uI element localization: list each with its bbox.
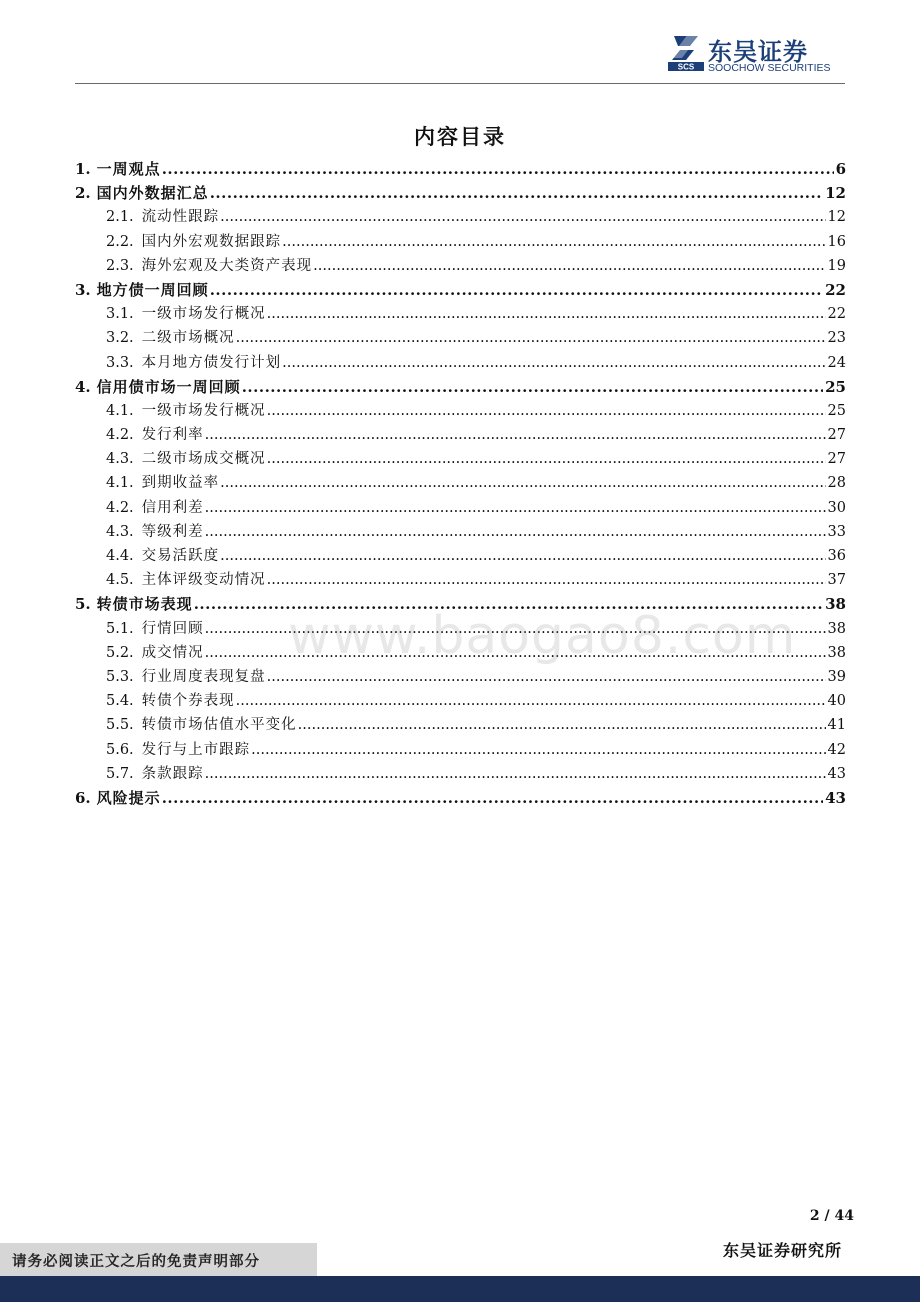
toc-entry[interactable] [75,786,846,810]
toc-entry-page: 38 [827,644,846,661]
toc-entry-page: 39 [827,668,846,685]
toc-entry[interactable] [75,423,846,447]
toc-entry[interactable] [75,762,846,786]
toc-dot-leader [205,496,826,520]
toc-entry-number: 4.1. [106,402,134,419]
toc-entry[interactable] [75,205,846,229]
toc-entry-title: 二级市场成交概况 [141,451,266,468]
toc-entry-title: 行情回顾 [141,620,204,637]
toc-entry-number: 3.3. [106,354,134,371]
toc-entry[interactable] [75,568,846,592]
watermark: www.baogao8.com [288,606,797,666]
toc-entry-title: 成交情况 [141,644,204,661]
toc-dot-leader [220,544,825,568]
toc-dot-leader [242,375,823,399]
toc-entry-page: 43 [827,765,846,782]
toc-entry[interactable] [75,181,846,205]
toc-entry-page: 24 [827,354,846,371]
toc-entry-page: 40 [827,693,846,710]
toc-entry-title: 到期收益率 [141,475,220,492]
page-title: 内容目录 [414,124,506,149]
toc-entry-title: 发行利率 [141,427,204,444]
toc-entry-page: 30 [827,499,846,516]
toc-entry-title: 交易活跃度 [141,548,220,564]
toc-entry-page: 16 [827,233,846,250]
toc-entry-title: 主体评级变动情况 [141,572,266,589]
toc-entry-page: 38 [825,595,846,614]
toc-entry-page: 42 [827,741,846,758]
toc-entry[interactable] [75,230,846,254]
company-logo [668,30,852,78]
header-divider [75,83,845,84]
toc-entry-number: 5.4. [106,693,134,710]
toc-entry-page: 27 [827,427,846,444]
toc-dot-leader [220,205,825,229]
toc-entry-title: 国内外数据汇总 [96,184,209,203]
toc-entry-number: 4. [75,377,91,396]
toc-entry[interactable] [75,351,846,375]
toc-entry-number: 2.1. [106,209,134,226]
toc-entry-page: 25 [825,377,846,396]
logo-english-name: SOOCHOW SECURITIES [708,62,831,74]
toc-entry-title: 一级市场发行概况 [141,402,266,419]
toc-entry-title: 发行与上市跟踪 [141,741,251,758]
toc-entry-number: 4.4. [106,548,134,564]
toc-dot-leader [298,713,826,737]
table-of-contents [75,157,846,810]
toc-dot-leader [267,399,826,423]
toc-dot-leader [267,447,826,471]
toc-dot-leader [282,230,825,254]
toc-entry-number: 5.2. [106,644,134,661]
toc-entry-page: 22 [827,306,846,323]
toc-entry-page: 19 [827,257,846,274]
logo-mark-text: SCS [677,62,695,72]
toc-entry-page: 27 [827,451,846,468]
toc-entry[interactable] [75,302,846,326]
footer-bar [0,1276,920,1302]
toc-entry-number: 5.6. [106,741,134,758]
toc-dot-leader [282,351,825,375]
toc-entry-number: 4.2. [106,499,134,516]
toc-entry-title: 信用债市场一周回顾 [96,377,241,396]
page-number: 2 / 44 [809,1208,854,1224]
toc-entry[interactable] [75,326,846,350]
toc-entry-number: 3. [75,280,91,299]
toc-entry-number: 2. [75,184,91,203]
toc-entry-page: 12 [825,184,846,203]
toc-entry-title: 一周观点 [96,160,161,178]
toc-entry-number: 1. [75,160,91,178]
toc-entry-page: 41 [827,717,846,734]
toc-entry-title: 等级利差 [141,523,204,540]
toc-entry-number: 3.1. [106,306,134,323]
toc-dot-leader [162,157,834,181]
toc-entry[interactable] [75,471,846,495]
toc-entry-number: 6. [75,788,91,807]
disclaimer-text: 请务必阅读正文之后的免责声明部分 [12,1253,260,1270]
toc-entry-number: 5.5. [106,717,134,734]
toc-entry-page: 33 [827,523,846,540]
toc-entry[interactable] [75,665,846,689]
toc-entry-page: 22 [825,280,846,299]
toc-entry-title: 条款跟踪 [141,765,204,782]
toc-dot-leader [313,254,825,278]
toc-entry-page: 6 [835,160,846,178]
toc-entry-title: 地方债一周回顾 [96,280,209,299]
toc-entry-title: 海外宏观及大类资产表现 [141,257,313,274]
toc-entry-number: 2.3. [106,257,134,274]
toc-entry[interactable] [75,520,846,544]
toc-entry-title: 国内外宏观数据跟踪 [141,233,282,250]
toc-entry[interactable] [75,278,846,302]
toc-entry-page: 37 [827,572,846,589]
toc-entry-number: 5.3. [106,668,134,685]
toc-entry-title: 风险提示 [96,788,161,807]
toc-entry-title: 二级市场概况 [141,330,235,347]
toc-entry-page: 43 [825,788,846,807]
footer-firm-name: 东吴证券研究所 [722,1241,842,1260]
toc-entry-title: 流动性跟踪 [141,209,220,226]
toc-dot-leader [210,181,823,205]
toc-entry-page: 36 [827,548,846,564]
toc-entry-number: 4.2. [106,427,134,444]
toc-dot-leader [220,471,825,495]
toc-entry-page: 12 [827,209,846,226]
toc-dot-leader [162,786,823,810]
toc-entry-title: 本月地方债发行计划 [141,354,282,371]
toc-dot-leader [210,278,823,302]
toc-entry-number: 5. [75,595,91,614]
disclaimer-banner [0,1243,317,1276]
toc-entry-page: 38 [827,620,846,637]
toc-entry-title: 行业周度表现复盘 [141,668,266,685]
toc-entry[interactable] [75,157,846,181]
toc-entry-number: 2.2. [106,233,134,250]
toc-entry[interactable] [75,447,846,471]
toc-entry-number: 3.2. [106,330,134,347]
toc-entry-title: 一级市场发行概况 [141,306,266,323]
toc-dot-leader [267,568,826,592]
toc-entry[interactable] [75,713,846,737]
toc-dot-leader [267,665,826,689]
toc-dot-leader [205,762,826,786]
toc-entry-title: 转债个券表现 [141,693,235,710]
toc-dot-leader [251,738,825,762]
toc-entry-number: 4.5. [106,572,134,589]
toc-entry-number: 5.7. [106,765,134,782]
toc-entry[interactable] [75,254,846,278]
toc-dot-leader [205,520,826,544]
toc-entry-page: 25 [827,402,846,419]
toc-entry-number: 4.1. [106,475,134,492]
toc-dot-leader [236,326,826,350]
toc-dot-leader [205,423,826,447]
toc-entry[interactable] [75,496,846,520]
toc-entry[interactable] [75,689,846,713]
toc-dot-leader [236,689,826,713]
toc-entry[interactable] [75,399,846,423]
toc-entry[interactable] [75,738,846,762]
toc-entry-number: 5.1. [106,620,134,637]
logo-mark-icon [668,32,704,72]
toc-entry-number: 4.3. [106,523,134,540]
toc-dot-leader [267,302,826,326]
toc-entry[interactable] [75,544,846,568]
toc-entry-title: 转债市场表现 [96,595,193,614]
toc-entry-page: 28 [827,475,846,492]
logo-chinese-name: 东吴证券 [708,38,808,66]
toc-entry-title: 信用利差 [141,499,204,516]
toc-entry-page: 23 [827,330,846,347]
toc-entry[interactable] [75,375,846,399]
toc-entry-number: 4.3. [106,451,134,468]
toc-entry-title: 转债市场估值水平变化 [141,717,297,734]
